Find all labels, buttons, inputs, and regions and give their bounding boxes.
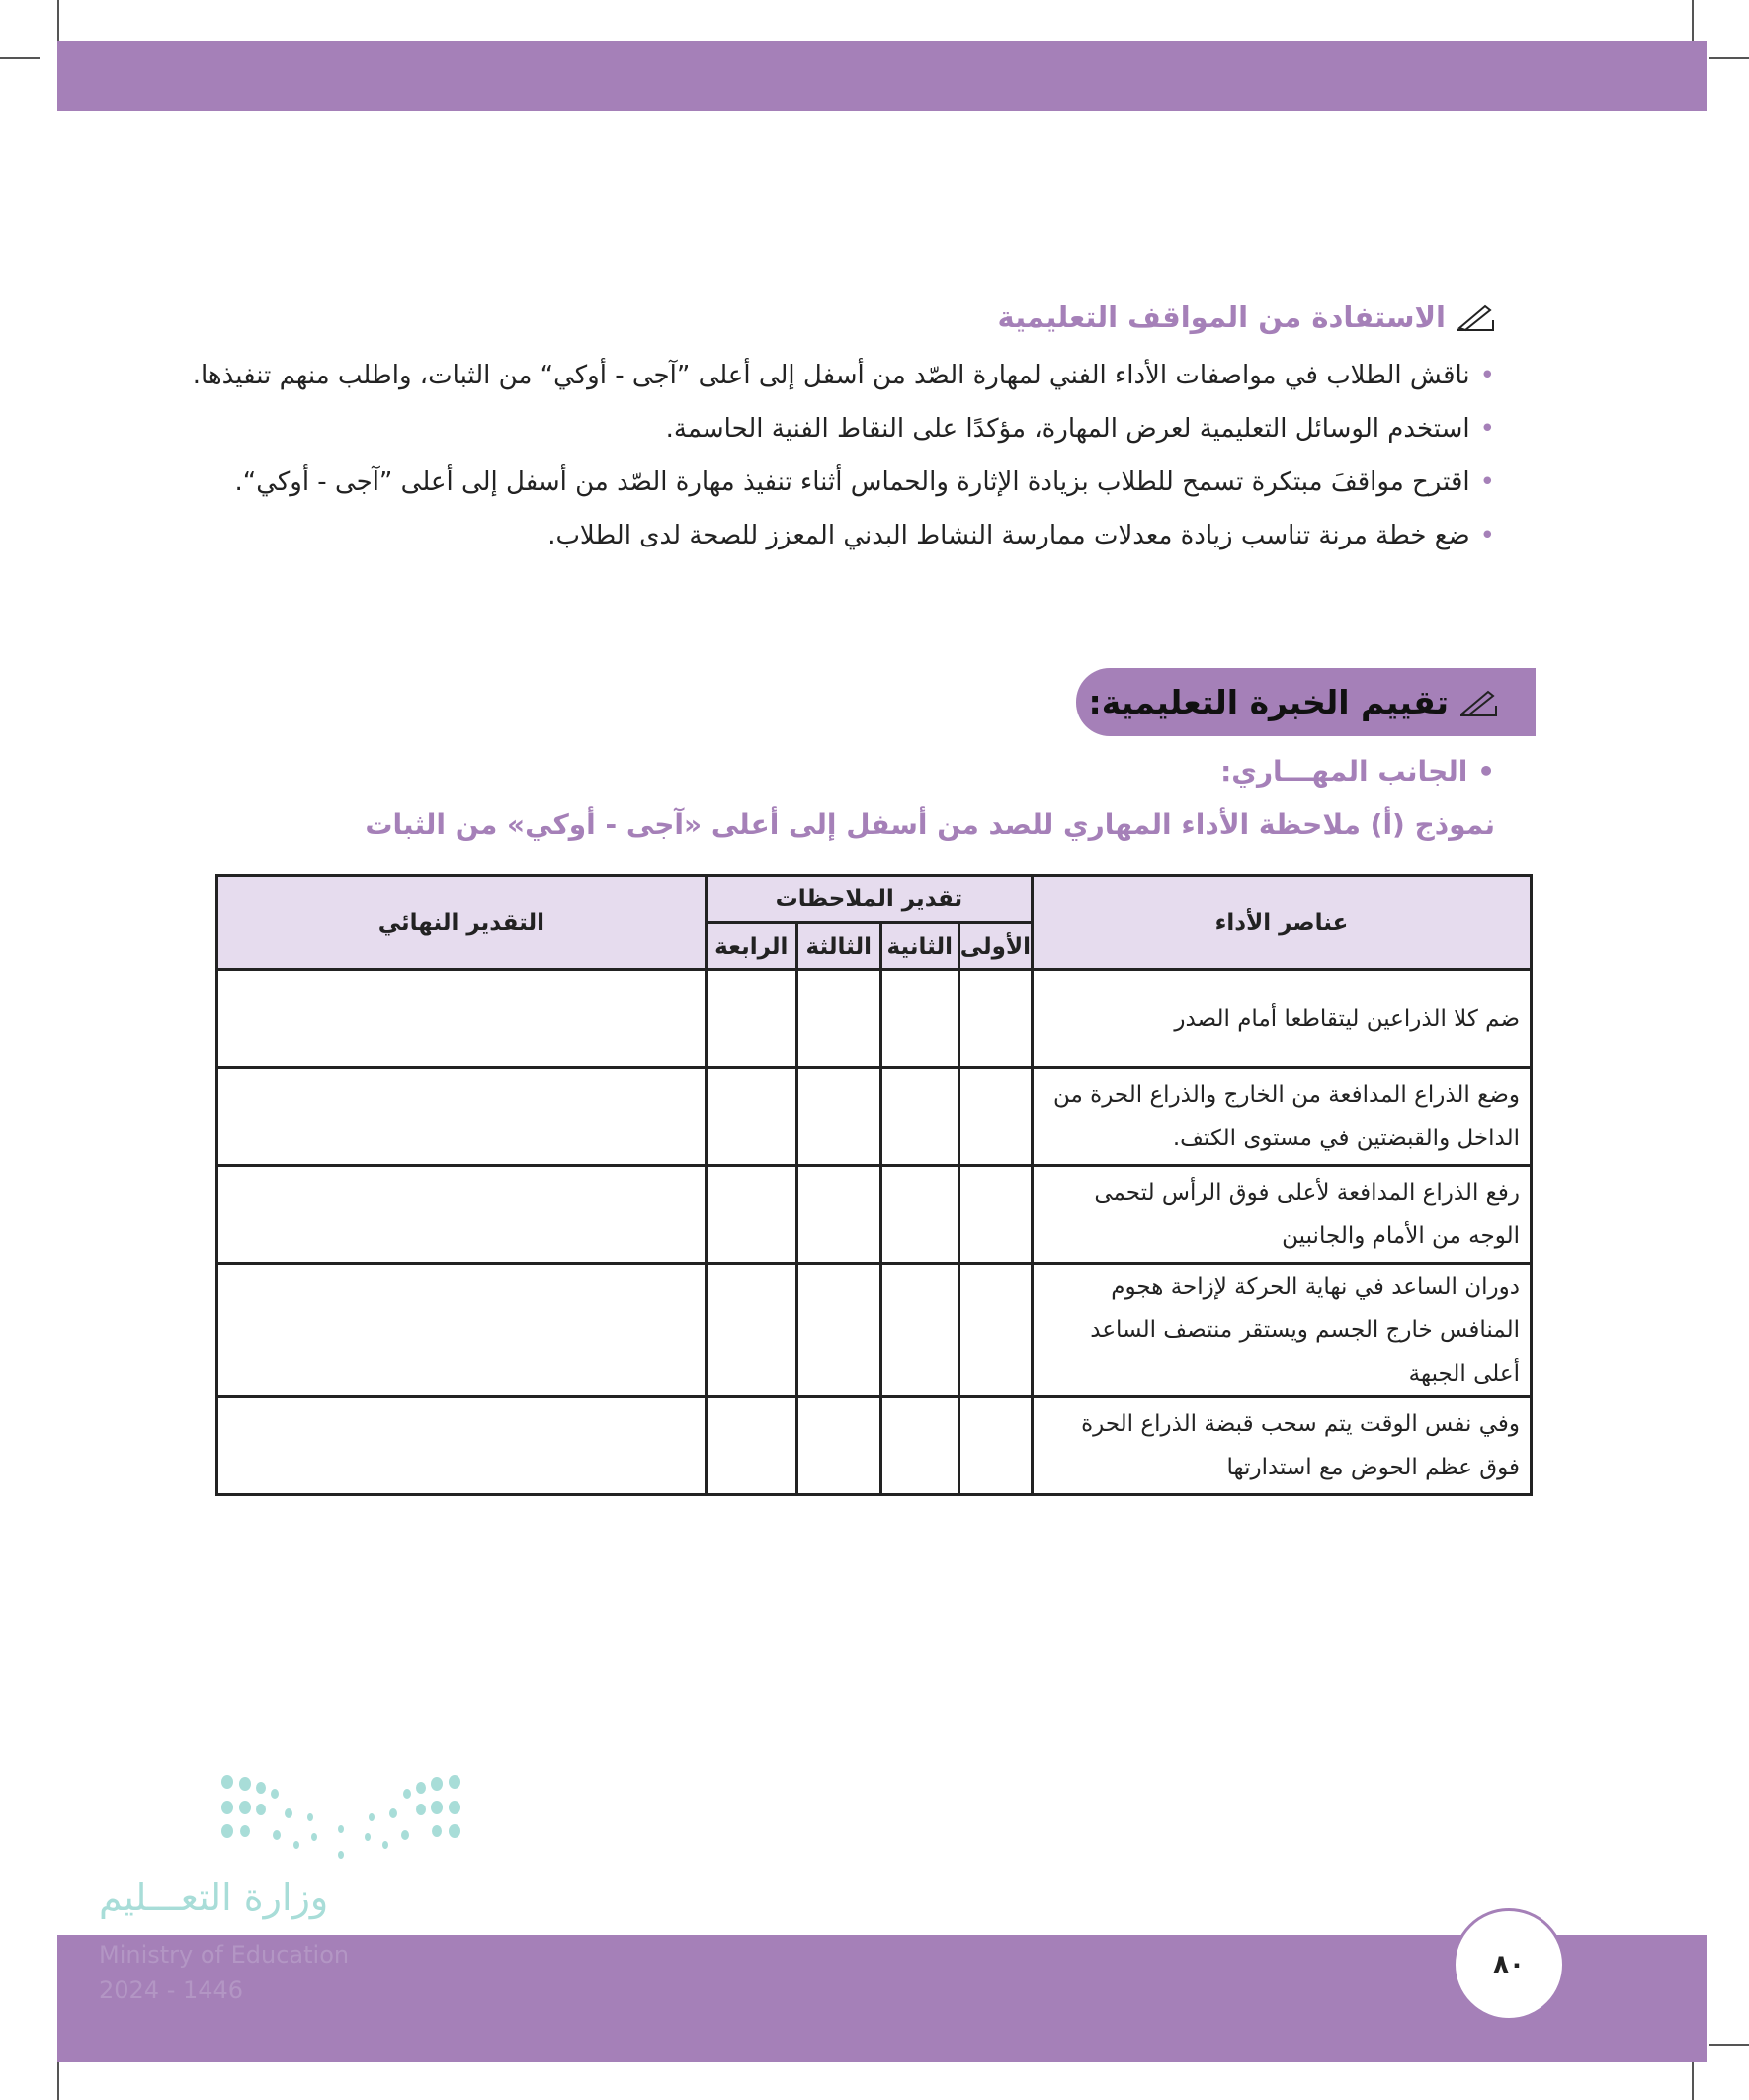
ministry-logo-icon [217,1774,464,1863]
list-item: • ضع خطة مرنة تناسب زيادة معدلات ممارسة النشاط البدني المعزز للصحة لدى الطلاب. [102,514,1495,557]
table-row [217,1264,1532,1397]
crop-mark [1692,2062,1694,2100]
header-observations: تقدير الملاحظات [706,876,1032,923]
rating-cell[interactable] [706,970,796,1068]
crop-mark [1692,0,1694,41]
rating-cell[interactable] [958,1397,1032,1495]
header-obs-1: الأولى [958,923,1032,970]
table-row [217,1397,1532,1495]
rating-cell[interactable] [706,1166,796,1264]
list-item: • استخدم الوسائل التعليمية لعرض المهارة، مؤكدًا على النقاط الفنية الحاسمة. [102,407,1495,451]
rating-cell[interactable] [880,970,958,1068]
skill-aspect-label: • الجانب المهـــاري: [1220,755,1495,788]
crop-mark [57,2062,59,2100]
rating-cell[interactable] [880,1068,958,1166]
element-cell: رفع الذراع المدافعة لأعلى فوق الرأس لتحمى الوجه من الأمام والجانبين [1033,1166,1532,1264]
element-cell: دوران الساعد في نهاية الحركة لإزاحة هجوم المنافس خارج الجسم ويستقر منتصف الساعد أعلى الجبهة [1033,1264,1532,1397]
final-cell[interactable] [217,1166,707,1264]
rating-cell[interactable] [796,1264,880,1397]
rating-cell[interactable] [796,1166,880,1264]
rating-cell[interactable] [796,1068,880,1166]
list-item: • اقترح مواقفَ مبتكرة تسمح للطلاب بزيادة الإثارة والحماس أثناء تنفيذ مهارة الصّد من أسفل إلى أعلى ”آجى - أوكي“. [102,461,1495,504]
assessment-table [215,874,1533,1496]
header-obs-3: الثالثة [796,923,880,970]
learning-situations-list [102,354,1495,557]
crop-mark [1709,2044,1749,2046]
rating-cell[interactable] [880,1166,958,1264]
rating-cell[interactable] [706,1397,796,1495]
crop-mark [0,57,40,59]
rating-cell[interactable] [958,970,1032,1068]
rating-cell[interactable] [706,1068,796,1166]
rating-cell[interactable] [706,1264,796,1397]
rating-cell[interactable] [880,1397,958,1495]
list-item: • ناقش الطلاب في مواصفات الأداء الفني لمهارة الصّد من أسفل إلى أعلى ”آجى - أوكي“ من الثبات، واطلب منهم تنفيذها. [102,354,1495,397]
ministry-logo-year: 2024 - 1446 [99,1976,244,2004]
final-cell[interactable] [217,1264,707,1397]
rating-cell[interactable] [958,1068,1032,1166]
element-cell: وضع الذراع المدافعة من الخارج والذراع الحرة من الداخل والقبضتين في مستوى الكتف. [1033,1068,1532,1166]
learning-situations-heading: الاستفادة من المواقف التعليمية [998,300,1496,334]
header-elements: عناصر الأداء [1033,876,1532,970]
pen-writing-icon [1456,302,1495,332]
rating-cell[interactable] [796,970,880,1068]
final-cell[interactable] [217,1068,707,1166]
pen-writing-icon [1458,688,1498,717]
rating-cell[interactable] [880,1264,958,1397]
header-final: التقدير النهائي [217,876,707,970]
rating-cell[interactable] [958,1264,1032,1397]
assessment-heading: تقييم الخبرة التعليمية: [1076,668,1536,736]
ministry-logo-text: وزارة التعـــليم [99,1876,329,1919]
final-cell[interactable] [217,1397,707,1495]
table-row [217,1068,1532,1166]
header-obs-4: الرابعة [706,923,796,970]
element-cell: وفي نفس الوقت يتم سحب قبضة الذراع الحرة فوق عظم الحوض مع استدارتها [1033,1397,1532,1495]
rating-cell[interactable] [796,1397,880,1495]
final-cell[interactable] [217,970,707,1068]
table-row [217,1166,1532,1264]
top-banner [57,41,1707,111]
header-obs-2: الثانية [880,923,958,970]
element-cell: ضم كلا الذراعين ليتقاطعا أمام الصدر [1033,970,1532,1068]
form-title: نموذج (أ) ملاحظة الأداء المهاري للصد من أسفل إلى أعلى «آجى - أوكي» من الثبات [365,808,1495,841]
crop-mark [57,0,59,41]
crop-mark [1709,57,1749,59]
rating-cell[interactable] [958,1166,1032,1264]
ministry-logo-subtext: Ministry of Education [99,1941,350,1969]
table-row [217,970,1532,1068]
page-number: ٨٠ [1453,1908,1565,2021]
